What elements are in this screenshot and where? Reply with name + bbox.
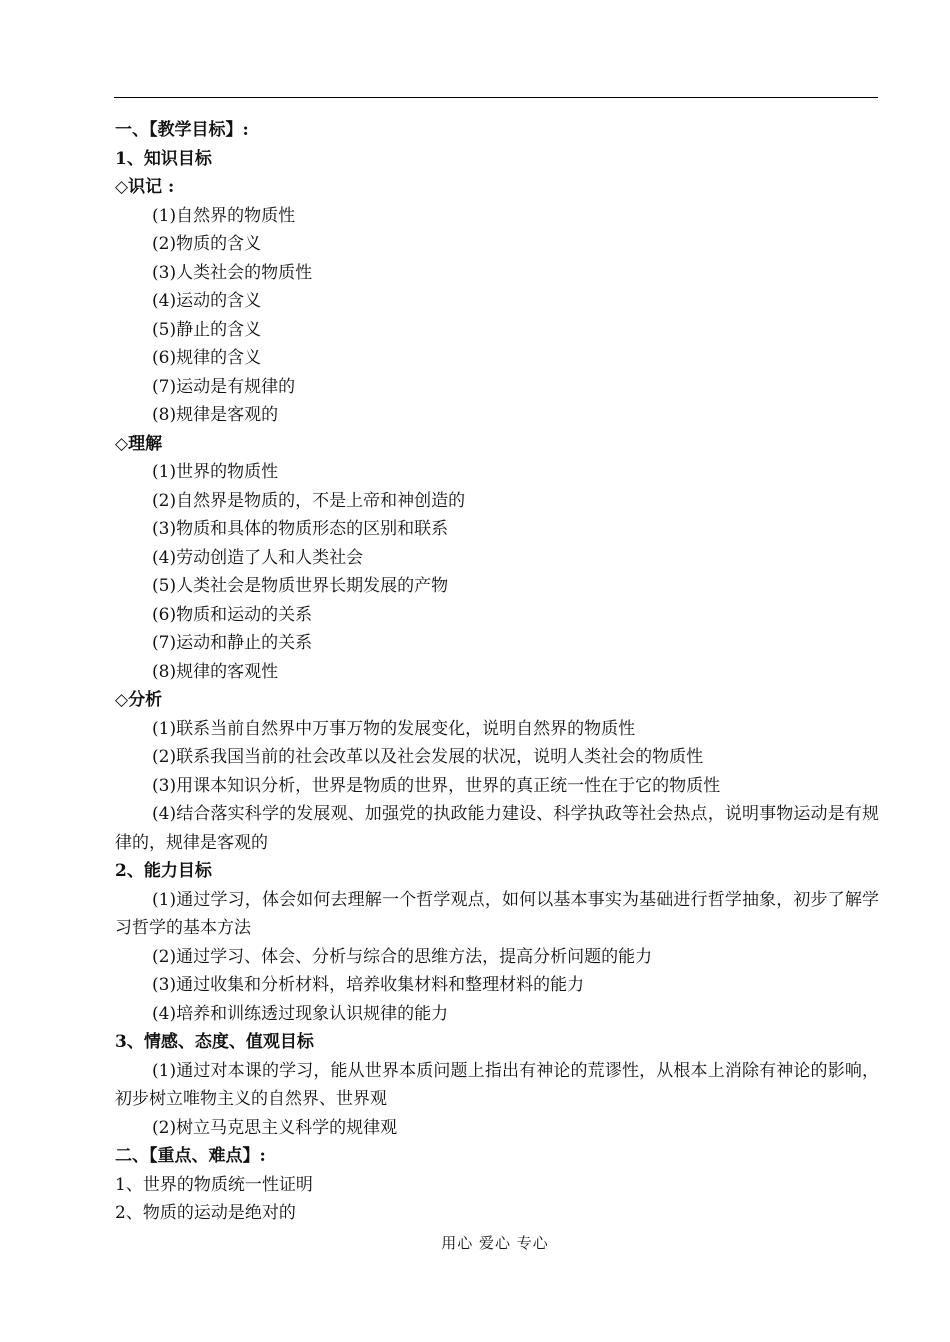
page-footer: 用心 爱心 专心 (441, 1234, 549, 1252)
list-item: (1)通过对本课的学习，能从世界本质问题上指出有神论的荒谬性，从根本上消除有神论的影响，初步树立唯物主义的自然界、世界观 (115, 1060, 879, 1109)
subheading-analyze: ◇分析 (115, 690, 163, 710)
list-item: 1、世界的物质统一性证明 (115, 1174, 313, 1195)
list-item: (6)物质和运动的关系 (152, 604, 313, 625)
document-body (115, 116, 879, 1228)
subheading-memorize: ◇识记 : (115, 177, 175, 197)
section-heading-key-points: 二、【重点、难点】: (115, 1146, 266, 1166)
list-item: (3)用课本知识分析，世界是物质的世界，世界的真正统一性在于它的物质性 (152, 775, 721, 796)
list-item: (3)物质和具体的物质形态的区别和联系 (152, 519, 449, 539)
subheading-ability-goals: 2、能力目标 (115, 861, 212, 881)
list-item: (3)通过收集和分析材料，培养收集材料和整理材料的能力 (152, 975, 585, 995)
list-item: (2)联系我国当前的社会改革以及社会发展的状况，说明人类社会的物质性 (152, 747, 704, 767)
list-item: (8)规律的客观性 (152, 661, 279, 682)
list-item: (4)运动的含义 (152, 291, 262, 311)
list-item: (2)树立马克思主义科学的规律观 (152, 1117, 398, 1138)
list-item: (2)自然界是物质的，不是上帝和神创造的 (152, 490, 466, 511)
list-item: (6)规律的含义 (152, 348, 262, 368)
subheading-emotion-goals: 3、情感、态度、值观目标 (115, 1032, 314, 1052)
list-item: (2)通过学习、体会、分析与综合的思维方法，提高分析问题的能力 (152, 946, 653, 967)
list-item: (8)规律是客观的 (152, 405, 279, 425)
subheading-understand: ◇理解 (115, 433, 163, 454)
list-item: (7)运动是有规律的 (152, 376, 296, 397)
list-item: (1)自然界的物质性 (152, 205, 296, 226)
list-item: (4)培养和训练透过现象认识规律的能力 (152, 1003, 449, 1024)
subheading-knowledge-goals: 1、知识目标 (115, 148, 212, 169)
section-heading-teaching-goals: 一、【教学目标】: (115, 120, 249, 140)
list-item: (4)劳动创造了人和人类社会 (152, 547, 364, 568)
list-item: (4)结合落实科学的发展观、加强党的执政能力建设、科学执政等社会热点，说明事物运动是有规律的，规律是客观的 (115, 804, 879, 853)
list-item: (2)物质的含义 (152, 234, 262, 254)
list-item: (3)人类社会的物质性 (152, 262, 313, 283)
list-item: (1)世界的物质性 (152, 462, 279, 482)
list-item: 2、物质的运动是绝对的 (115, 1203, 296, 1223)
list-item: (5)静止的含义 (152, 319, 262, 340)
list-item: (1)联系当前自然界中万事万物的发展变化，说明自然界的物质性 (152, 718, 636, 739)
list-item: (7)运动和静止的关系 (152, 633, 313, 653)
list-item: (5)人类社会是物质世界长期发展的产物 (152, 576, 449, 596)
list-item: (1)通过学习，体会如何去理解一个哲学观点，如何以基本事实为基础进行哲学抽象，初步了解学习哲学的基本方法 (115, 889, 879, 938)
header-rule (114, 97, 878, 98)
